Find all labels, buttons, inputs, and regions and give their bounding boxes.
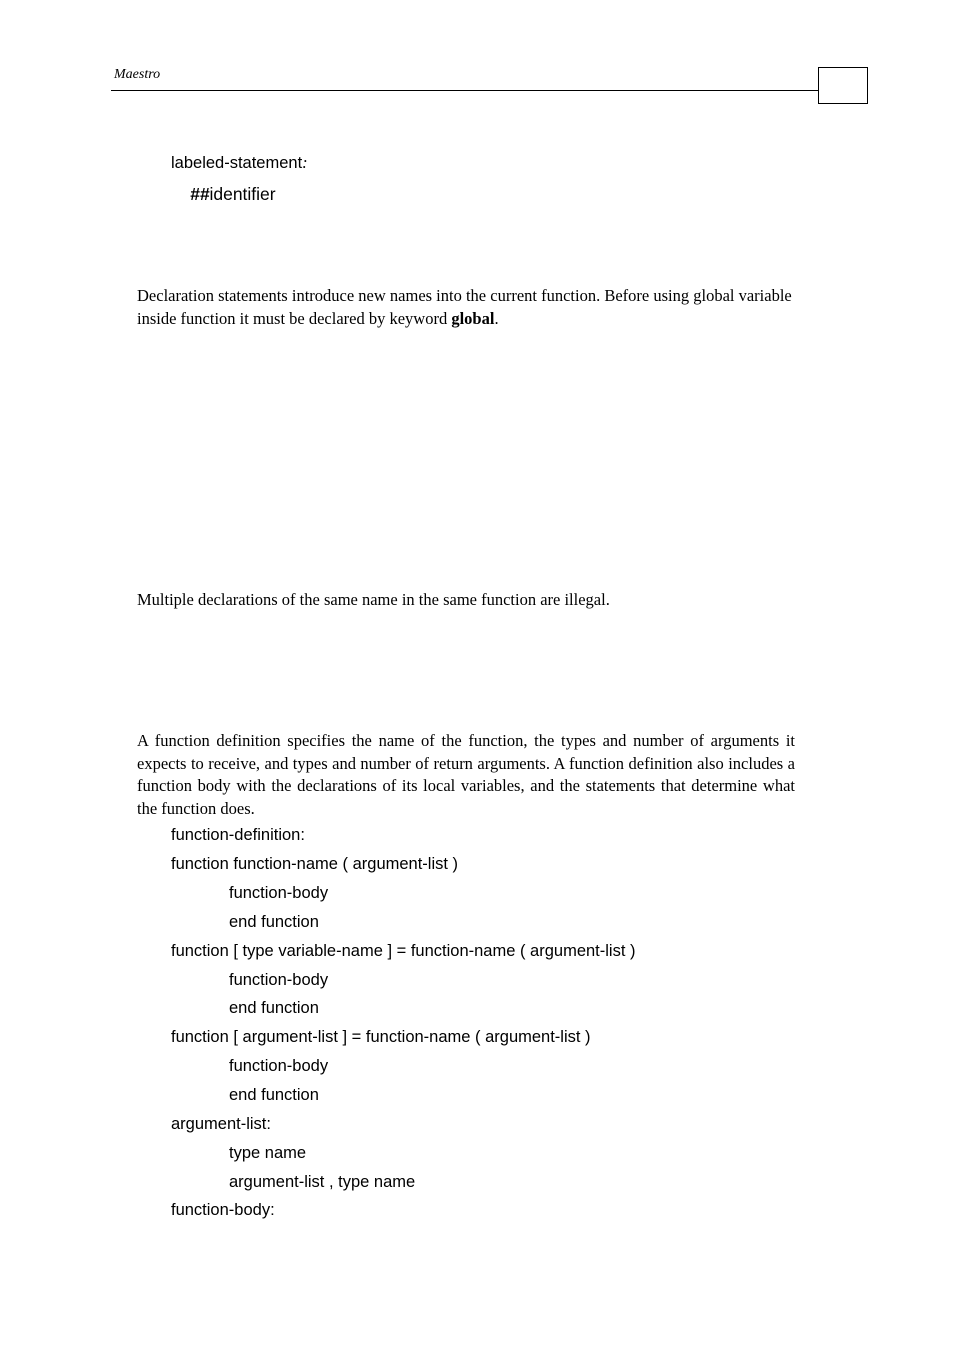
grammar-prefix: ## — [190, 184, 210, 204]
grammar-line: end function — [229, 1086, 319, 1104]
grammar-line: end function — [229, 913, 319, 931]
keyword-global: global — [451, 308, 495, 328]
grammar-line: function-body — [229, 884, 329, 902]
grammar-line: end function — [229, 999, 319, 1017]
grammar-line: function-body — [229, 971, 329, 989]
grammar-line: type name — [229, 1144, 307, 1162]
grammar-labeled-statement — [171, 153, 308, 173]
grammar-line: function [ type variable-name ] = function-name ( argument-list ) — [171, 942, 636, 960]
grammar-line: argument-list , type name — [229, 1173, 416, 1191]
grammar-identifier: identifier — [209, 184, 276, 204]
grammar-line: argument-list: — [171, 1115, 271, 1133]
grammar-identifier-rule — [190, 184, 276, 204]
paragraph-text: Declaration statements introduce new names into the current function. Before using global variable inside function it must be declared by keyword — [137, 286, 792, 328]
page-number-box — [818, 67, 868, 104]
header-rule — [111, 90, 819, 91]
grammar-line: function-definition: — [171, 826, 305, 844]
grammar-line: function [ argument-list ] = function-name ( argument-list ) — [171, 1028, 591, 1046]
grammar-colon: : — [302, 153, 308, 172]
declaration-paragraph — [137, 285, 795, 330]
grammar-line: function function-name ( argument-list ) — [171, 855, 459, 873]
function-definition-paragraph: A function definition specifies the name of the function, the types and number of arguments it expects to receive, and types and number of return arguments. A function definition also includes a function body with the declarations of its local variables, and the statements that determine what the function does. — [137, 731, 795, 818]
paragraph-text-end: . — [494, 308, 499, 328]
grammar-term: labeled-statement — [171, 154, 303, 172]
multiple-declarations-paragraph: Multiple declarations of the same name in the same function are illegal. — [137, 590, 610, 609]
grammar-line: function-body — [229, 1057, 329, 1075]
running-header-title: Maestro — [114, 67, 161, 82]
grammar-line: function-body: — [171, 1201, 275, 1219]
